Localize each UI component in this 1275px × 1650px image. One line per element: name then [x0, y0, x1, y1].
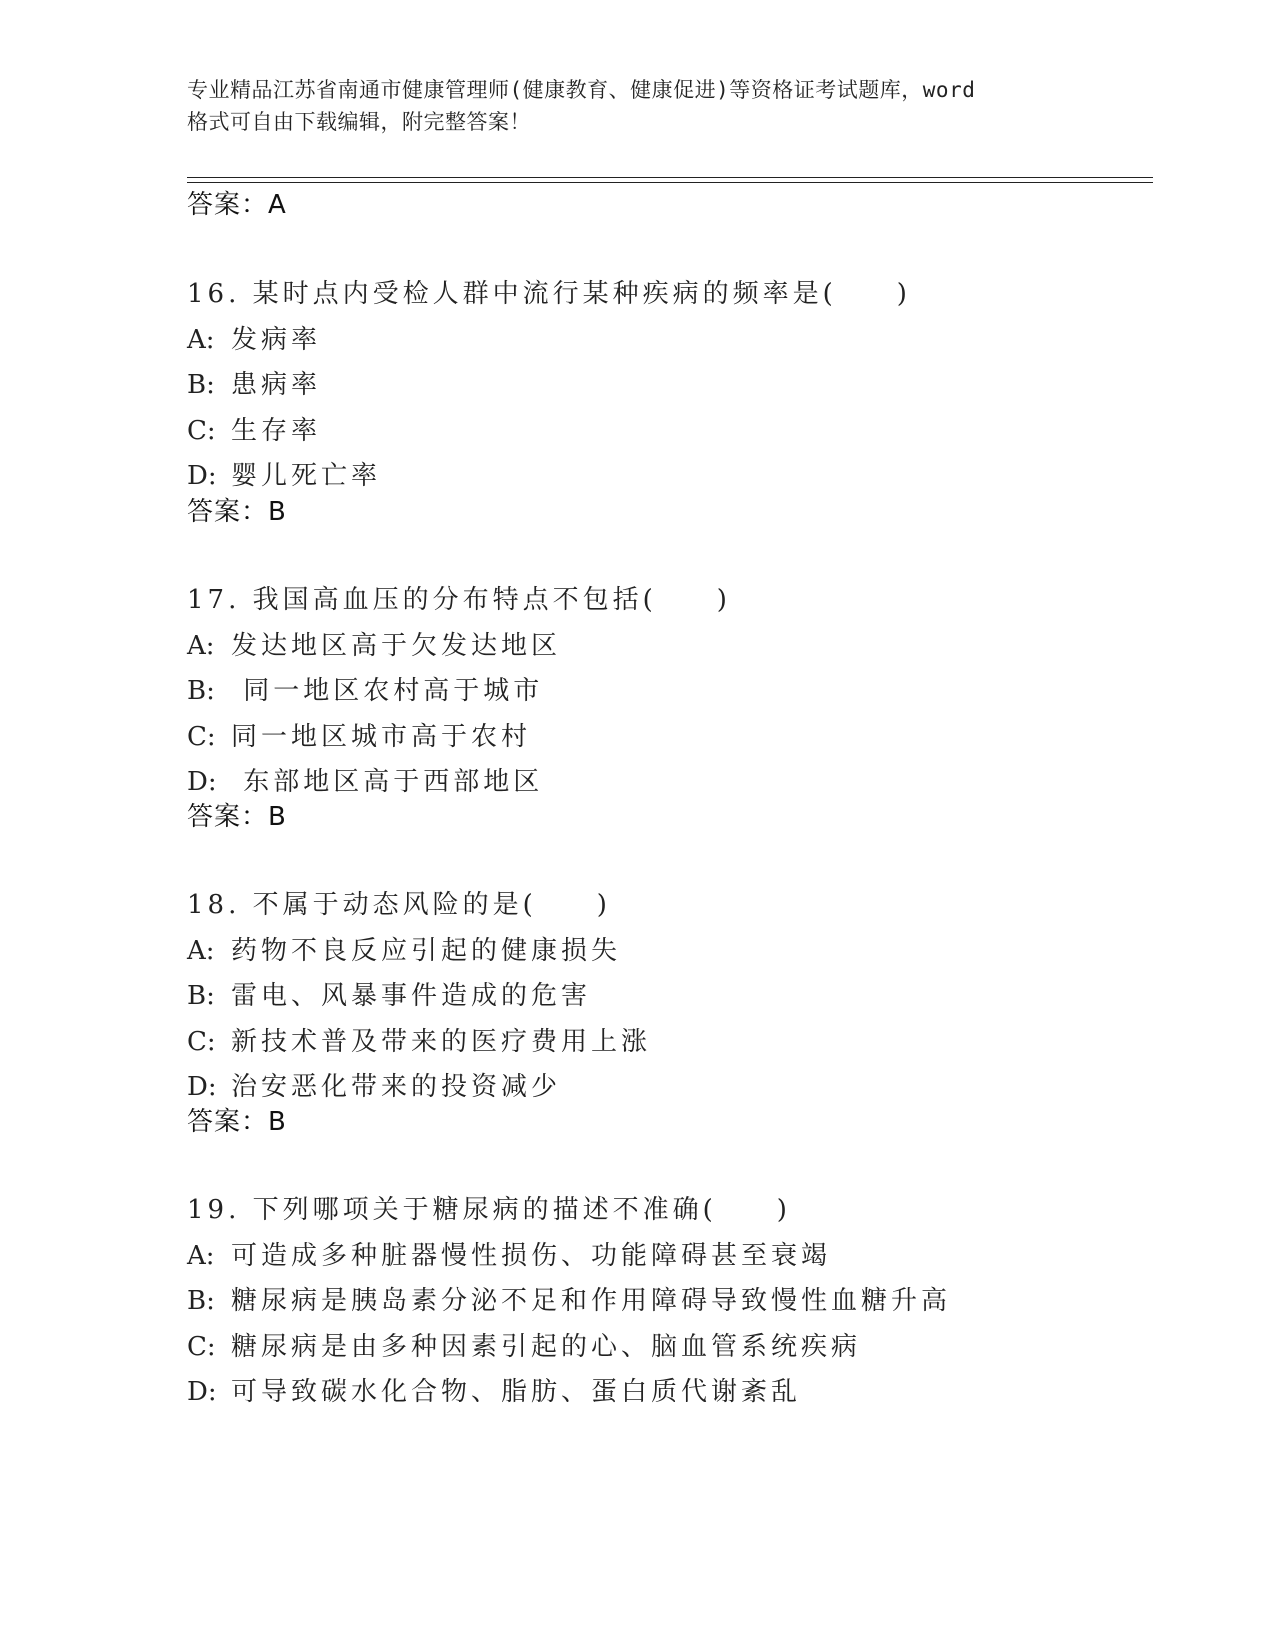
option-c: [187, 409, 1187, 455]
option-letter: B:: [187, 981, 215, 1011]
option-text: 糖尿病是由多种因素引起的心、脑血管系统疾病: [231, 1331, 862, 1362]
previous-answer: 答案：A: [187, 190, 287, 220]
option-text: 同一地区城市高于农村: [231, 721, 532, 752]
header-rule-top: [187, 177, 1153, 178]
option-text: 新技术普及带来的医疗费用上涨: [231, 1026, 652, 1057]
option-letter: D:: [187, 767, 217, 797]
option-letter: A:: [187, 630, 215, 661]
option-letter: C:: [187, 415, 216, 446]
option-text: 雷电、风暴事件造成的危害: [231, 981, 592, 1011]
option-d: [187, 760, 1187, 806]
option-c: [187, 1325, 1187, 1371]
question-18: [187, 883, 1187, 1111]
option-text: 发病率: [231, 324, 322, 355]
option-a: [187, 1234, 1187, 1280]
option-b: [187, 1279, 1187, 1325]
question-16: [187, 272, 1187, 500]
header-line-1: 专业精品江苏省南通市健康管理师(健康教育、健康促进)等资格证考试题库，word: [187, 78, 976, 102]
option-letter: A:: [187, 1240, 215, 1271]
option-text: 东部地区高于西部地区: [231, 767, 544, 797]
question-text: 某时点内受检人群中流行某种疾病的频率是( ): [252, 279, 911, 309]
option-text: 可造成多种脏器慢性损伤、功能障碍甚至衰竭: [231, 1240, 832, 1271]
question-stem: [187, 272, 1187, 318]
question-19: [187, 1188, 1187, 1416]
option-letter: A:: [187, 324, 215, 355]
option-text: 糖尿病是胰岛素分泌不足和作用障碍导致慢性血糖升高: [231, 1286, 952, 1316]
option-letter: B:: [187, 1286, 215, 1316]
option-b: [187, 363, 1187, 409]
option-letter: D:: [187, 1377, 217, 1407]
option-d: [187, 1370, 1187, 1416]
question-stem: [187, 1188, 1187, 1234]
question-17: [187, 578, 1187, 806]
option-a: [187, 929, 1187, 975]
option-text: 生存率: [231, 415, 322, 446]
option-text: 治安恶化带来的投资减少: [231, 1072, 562, 1102]
option-letter: D:: [187, 1072, 217, 1102]
option-c: [187, 1020, 1187, 1066]
option-d: [187, 1065, 1187, 1111]
option-c: [187, 715, 1187, 761]
option-text: 可导致碳水化合物、脂肪、蛋白质代谢紊乱: [231, 1377, 802, 1407]
option-d: [187, 454, 1187, 500]
option-letter: C:: [187, 1026, 216, 1057]
option-text: 发达地区高于欠发达地区: [231, 630, 562, 661]
answer-17: 答案：B: [187, 802, 287, 832]
option-text: 同一地区农村高于城市: [231, 676, 544, 706]
option-text: 婴儿死亡率: [231, 461, 382, 491]
question-number: 18.: [187, 890, 241, 920]
option-b: [187, 974, 1187, 1020]
document-header: [187, 74, 1087, 138]
header-rule-bottom: [187, 182, 1153, 183]
answer-18: 答案：B: [187, 1107, 287, 1137]
question-number: 16.: [187, 279, 241, 309]
option-letter: B:: [187, 370, 215, 400]
option-a: [187, 624, 1187, 670]
question-text: 我国高血压的分布特点不包括( ): [252, 585, 731, 615]
option-text: 药物不良反应引起的健康损失: [231, 935, 622, 966]
option-a: [187, 318, 1187, 364]
question-text: 不属于动态风险的是( ): [252, 890, 611, 920]
header-line-2: 格式可自由下载编辑，附完整答案！: [187, 110, 531, 134]
question-number: 17.: [187, 585, 241, 615]
option-letter: C:: [187, 1331, 216, 1362]
option-letter: D:: [187, 461, 217, 491]
option-letter: C:: [187, 721, 216, 752]
question-stem: [187, 578, 1187, 624]
option-b: [187, 669, 1187, 715]
option-letter: A:: [187, 935, 215, 966]
question-number: 19.: [187, 1195, 241, 1225]
option-letter: B:: [187, 676, 215, 706]
question-text: 下列哪项关于糖尿病的描述不准确( ): [252, 1195, 791, 1225]
answer-16: 答案：B: [187, 497, 287, 527]
option-text: 患病率: [231, 370, 322, 400]
question-stem: [187, 883, 1187, 929]
